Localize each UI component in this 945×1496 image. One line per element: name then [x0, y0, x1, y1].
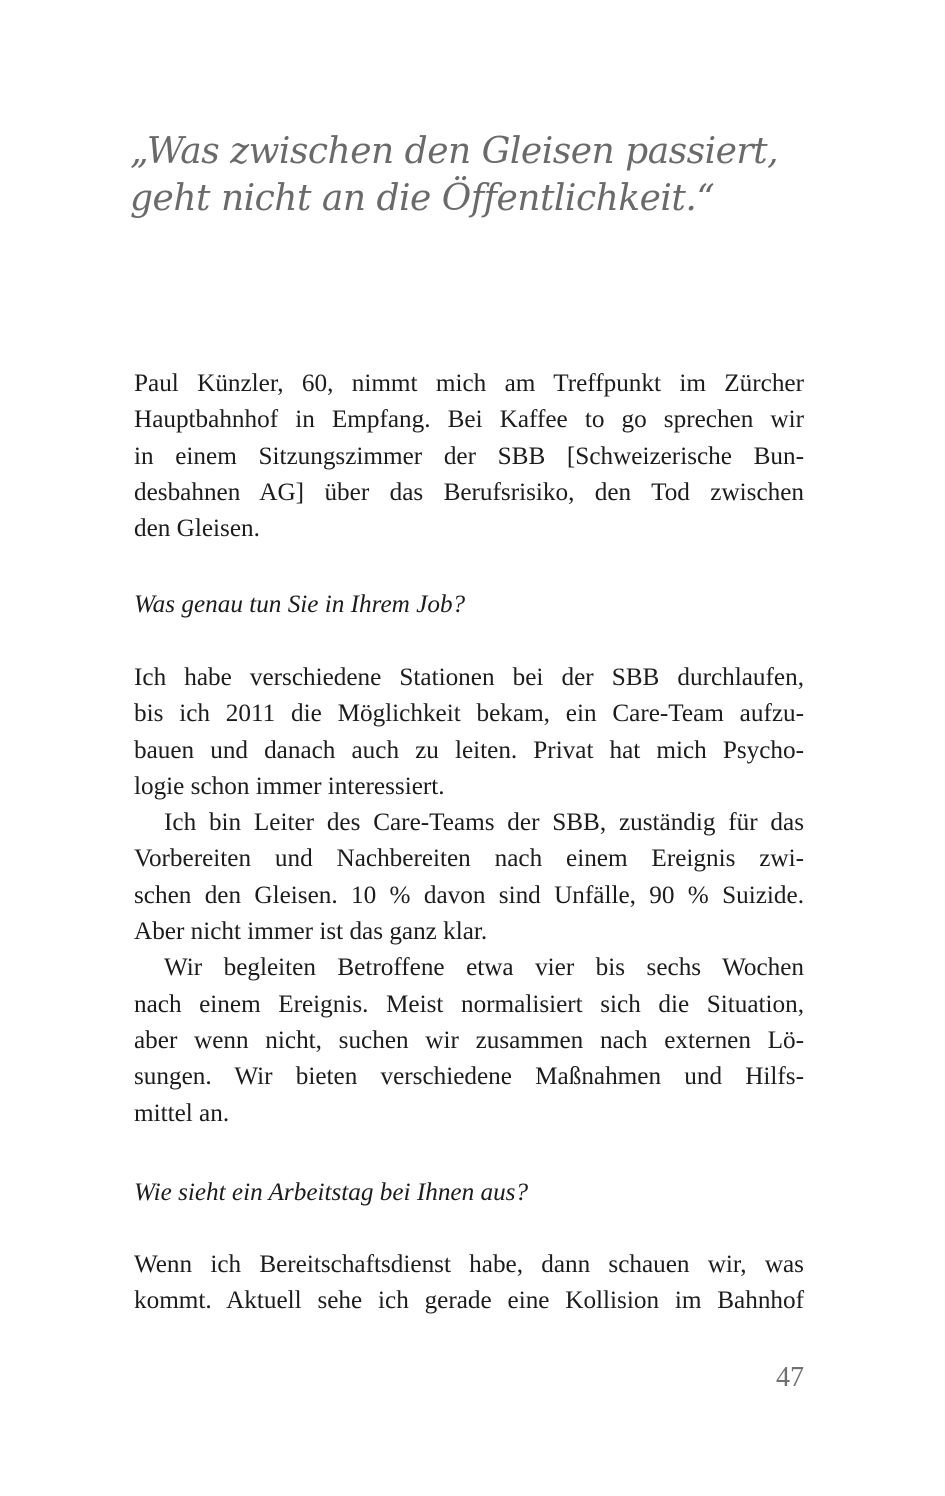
- text-line: sungen. Wir bieten verschiedene Maßnahmen und Hilfs-: [134, 1063, 804, 1091]
- pull-quote-line: „Was zwischen den Gleisen passiert,: [130, 131, 779, 172]
- interview-question-2: Wie sieht ein Arbeitstag bei Ihnen aus?: [134, 1179, 529, 1206]
- intro-paragraph: [134, 366, 804, 547]
- text-line: Aber nicht immer ist das ganz klar.: [134, 918, 488, 946]
- text-line: Wenn ich Bereitschaftsdienst habe, dann schauen wir, was: [134, 1251, 804, 1278]
- text-line: bauen und danach auch zu leiten. Privat hat mich Psycho-: [134, 736, 804, 764]
- text-line: Vorbereiten und Nachbereiten nach einem Ereignis zwi-: [134, 845, 804, 873]
- answer-paragraph: [134, 805, 804, 950]
- answer-paragraph: [134, 660, 804, 805]
- interview-question-1: Was genau tun Sie in Ihrem Job?: [134, 591, 466, 618]
- text-line: Hauptbahnhof in Empfang. Bei Kaffee to go sprechen wir: [134, 406, 804, 434]
- text-line: desbahnen AG] über das Berufsrisiko, den Tod zwischen: [134, 478, 804, 506]
- text-line: bis ich 2011 die Möglichkeit bekam, ein Care-Team aufzu-: [134, 700, 804, 728]
- text-line: kommt. Aktuell sehe ich gerade eine Kollision im Bahnhof: [134, 1287, 804, 1315]
- text-line: logie schon immer interessiert.: [134, 772, 445, 800]
- text-line: Wir begleiten Betroffene etwa vier bis sechs Wochen: [164, 954, 804, 982]
- answer-paragraph: [134, 950, 804, 1131]
- page-number: 47: [776, 1362, 804, 1393]
- pull-quote-line: geht nicht an die Öffentlichkeit.“: [130, 178, 715, 219]
- text-line: Paul Künzler, 60, nimmt mich am Treffpunkt im Zürcher: [134, 370, 804, 397]
- text-line: mittel an.: [134, 1099, 230, 1127]
- text-line: Ich habe verschiedene Stationen bei der SBB durchlaufen,: [134, 664, 804, 691]
- text-line: nach einem Ereignis. Meist normalisiert sich die Situation,: [134, 990, 804, 1018]
- text-line: den Gleisen.: [134, 515, 260, 543]
- text-line: Ich bin Leiter des Care-Teams der SBB, zuständig für das: [164, 809, 804, 837]
- text-line: schen den Gleisen. 10 % davon sind Unfälle, 90 % Suizide.: [134, 881, 804, 909]
- text-line: in einem Sitzungszimmer der SBB [Schweizerische Bun-: [134, 442, 804, 470]
- answer-1: [134, 660, 804, 1132]
- text-line: aber wenn nicht, suchen wir zusammen nach externen Lö-: [134, 1026, 804, 1054]
- answer-2: [134, 1247, 804, 1320]
- pull-quote: [130, 128, 779, 222]
